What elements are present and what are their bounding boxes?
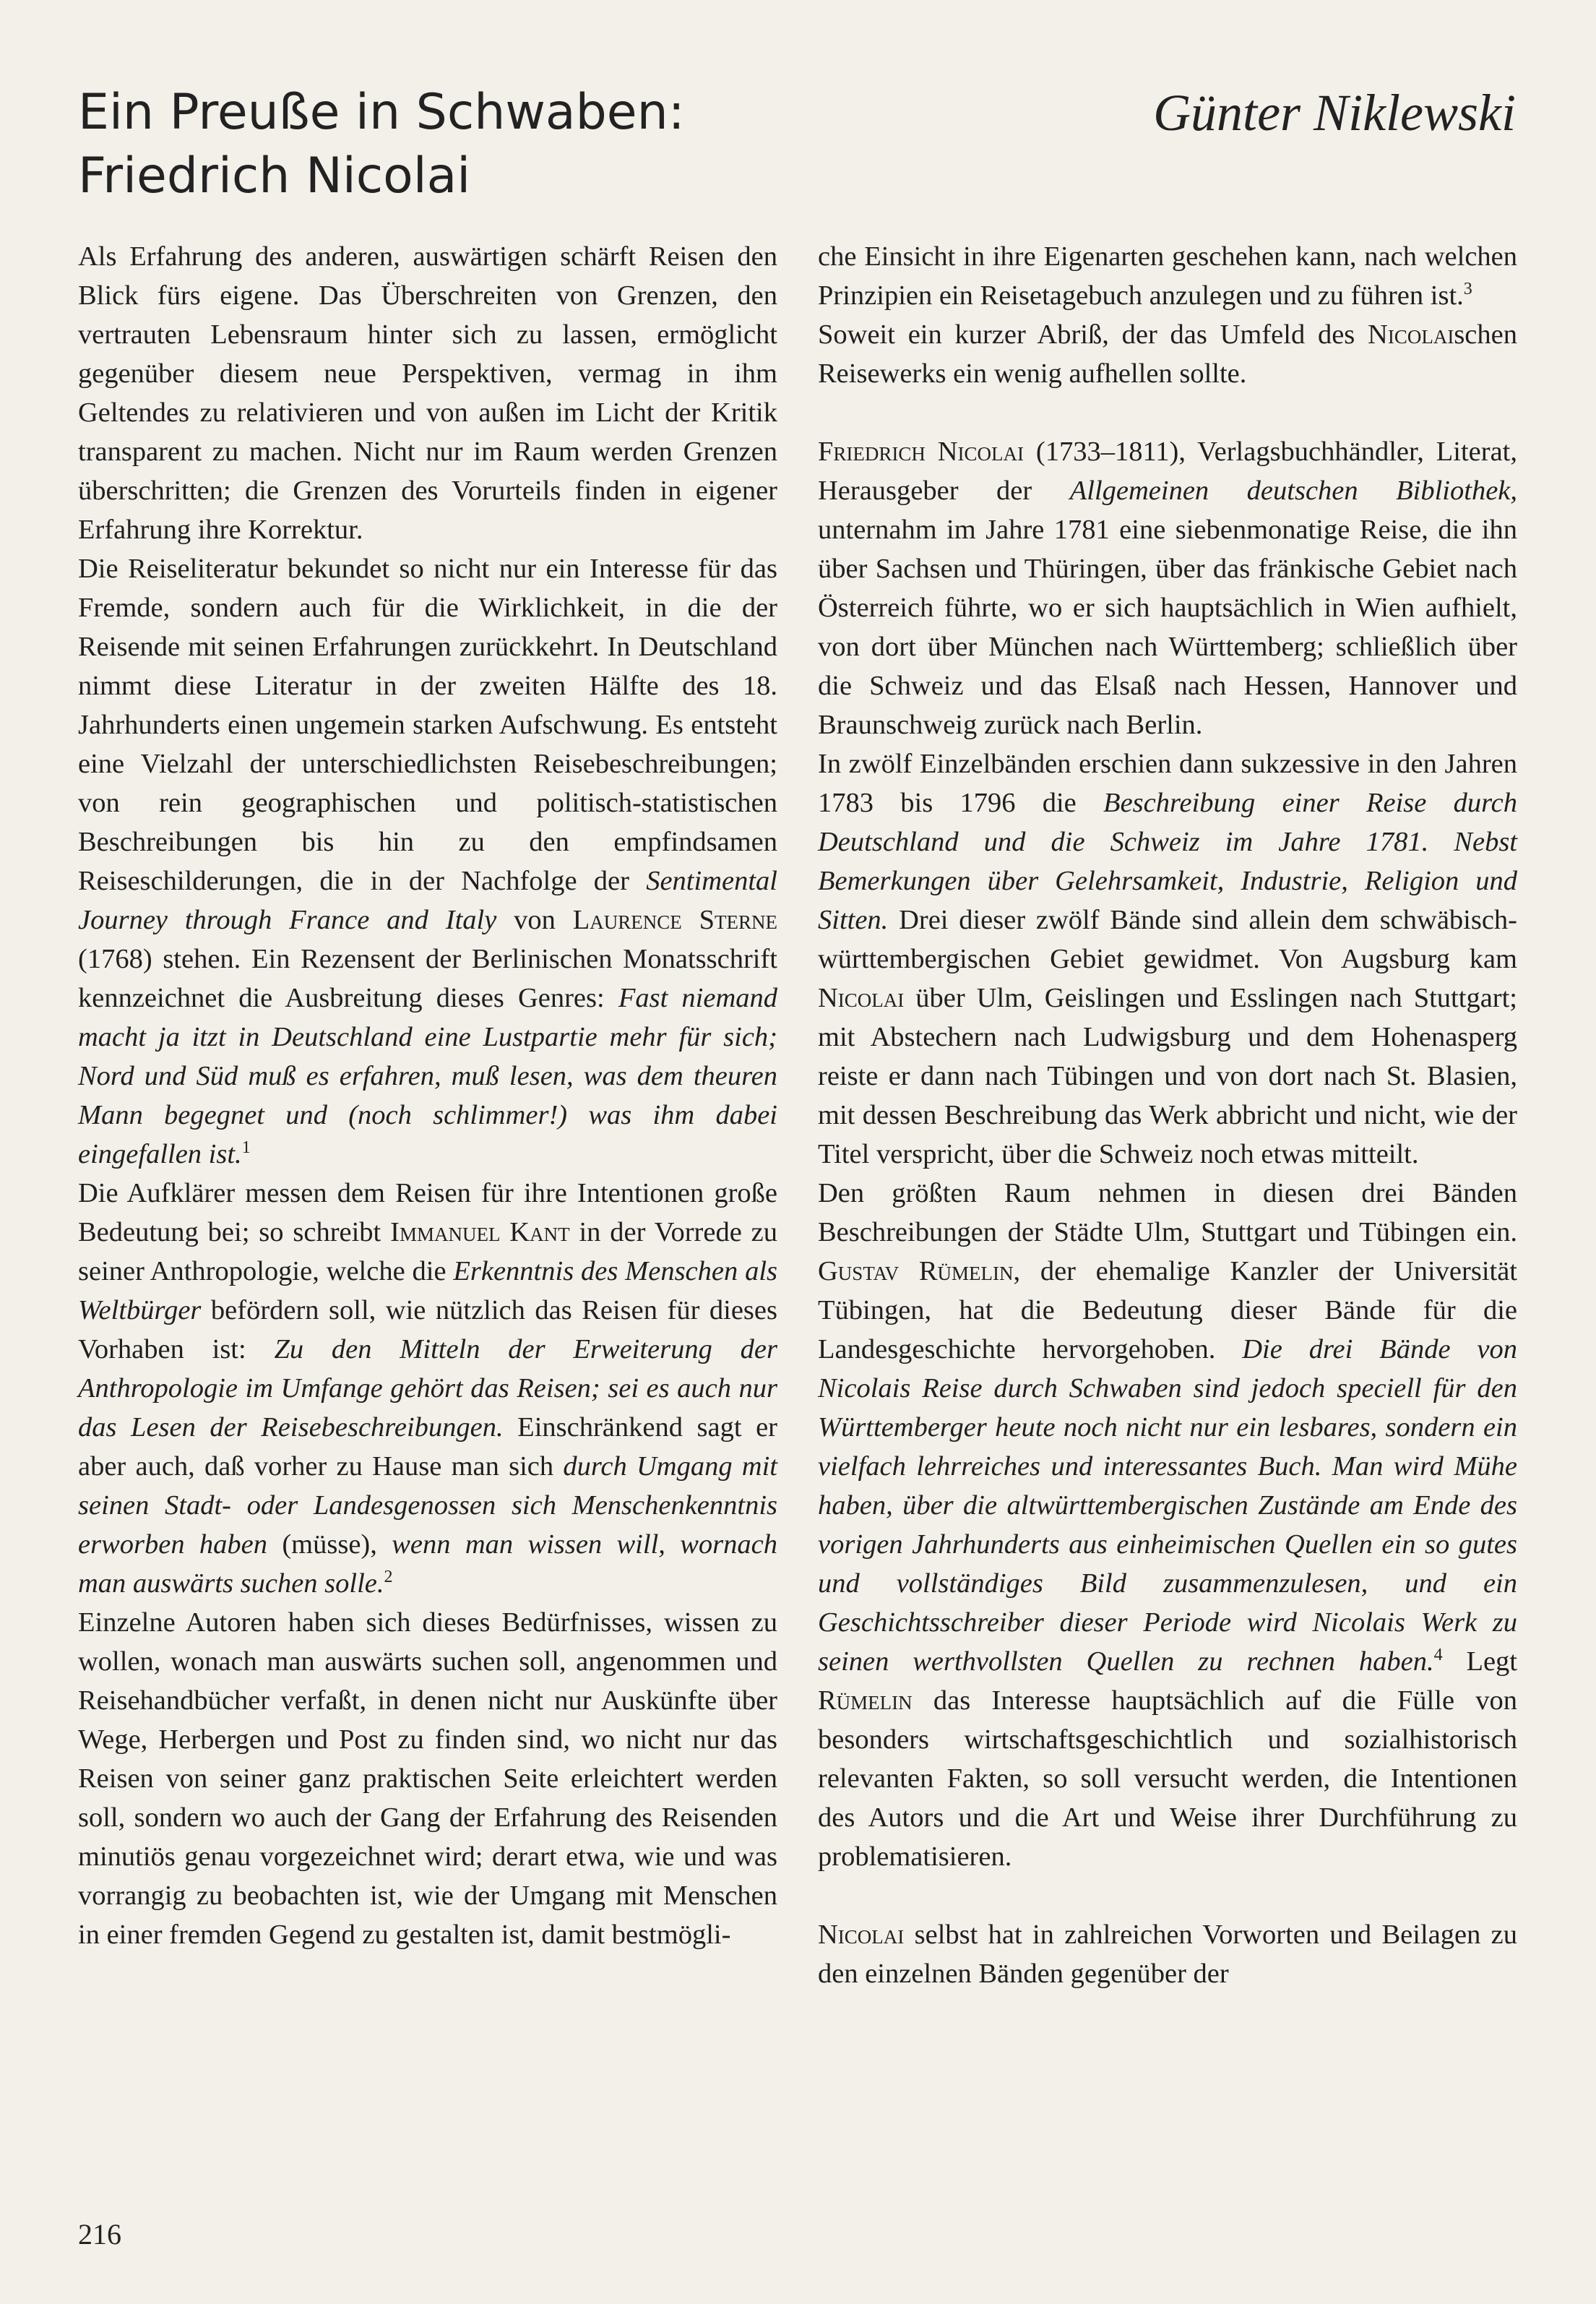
paragraph bbox=[818, 315, 1517, 393]
footnote-marker: 3 bbox=[1463, 280, 1472, 299]
text: (1733–1811), Verlagsbuchhändler, Literat, Herausgeber der bbox=[818, 437, 1517, 506]
text: , der ehemalige Kanzler der Universität Tübingen, hat die Bedeutung dieser Bände für die Landesgeschichte hervorgehoben. bbox=[818, 1256, 1517, 1364]
title-line-2: Friedrich Nicolai bbox=[78, 147, 471, 205]
text: Legt bbox=[1442, 1646, 1517, 1677]
author-name: Laurence Sterne bbox=[572, 905, 777, 935]
author-name: Gustav Rümelin bbox=[818, 1256, 1014, 1286]
text: über Ulm, Geislingen und Esslingen nach Stuttgart; mit Abstechern nach Ludwigsburg und dem Hohenasperg reiste er dann nach Tübingen und von dort nach St. Blasien, mit dessen Beschreibung das Werk abbricht und nicht, wie der Titel verspricht, über die Schweiz noch etwas mitteilt. bbox=[818, 983, 1517, 1169]
author-name: Nicolai bbox=[1368, 319, 1454, 350]
paragraph bbox=[818, 1174, 1517, 1876]
italic-quote: Die drei Bände von Nicolais Reise durch Schwaben sind jedoch speciell für den Württemberger heute noch nicht nur ein lesbares, sondern ein vielfach lehrreiches und interessantes Buch. Man wird Mühe haben, über die altwürttembergischen Zustände am Ende des vorigen Jahrhunderts aus einheimischen Quellen ein so gutes und vollständiges Bild zusammenzulesen, und ein Geschichtsschreiber dieser Periode wird Nicolais Werk zu seinen werthvollsten Quellen zu rechnen haben. bbox=[818, 1334, 1517, 1677]
paragraph bbox=[818, 1915, 1517, 1993]
footnote-marker: 2 bbox=[384, 1568, 393, 1587]
paragraph bbox=[78, 549, 777, 1174]
text: (1768) stehen. Ein Rezensent der Berlinischen Monatsschrift kennzeichnet die Ausbreitung dieses Genres: bbox=[78, 944, 777, 1013]
text: In zwölf Einzelbänden erschien dann sukzessive in den Jahren 1783 bis 1796 die bbox=[818, 749, 1517, 818]
text: che Einsicht in ihre Eigenarten geschehen kann, nach welchen Prinzipien ein Reisetagebuch anzulegen und zu führen ist. bbox=[818, 241, 1517, 311]
text: Die Reiseliteratur bekundet so nicht nur ein Interesse für das Fremde, sondern auch für die Wirklichkeit, in die der Reisende mit seinen Erfahrungen zurückkehrt. In Deutschland nimmt diese Literatur in der zweiten Hälfte des 18. Jahrhunderts einen ungemein starken Aufschwung. Es entsteht eine Vielzahl der unterschiedlichsten Reisebeschreibungen; von rein geographischen und politisch-statistischen Beschreibungen bis hin zu den empfindsamen Reiseschilderungen, die in der Nachfolge der bbox=[78, 554, 777, 896]
paragraph bbox=[818, 744, 1517, 1174]
italic-title: Beschreibung einer Reise durch Deutschland und die Schweiz im Jahre 1781. Nebst Bemerkungen über Gelehrsamkeit, Industrie, Religion und Sitten. bbox=[818, 788, 1517, 935]
title-line-1: Ein Preuße in Schwaben: bbox=[78, 84, 685, 141]
italic-phrase: Erkenntnis des Menschen als Weltbürger bbox=[78, 1256, 777, 1325]
paragraph bbox=[78, 1174, 777, 1603]
italic-quote: durch Umgang mit seinen Stadt- oder Landesgenossen sich Menschenkenntnis erworben haben bbox=[78, 1451, 778, 1560]
footnote-marker: 1 bbox=[241, 1138, 251, 1158]
text: in der Vorrede zu seiner Anthropologie, welche die bbox=[78, 1217, 777, 1286]
italic-quote: Fast niemand macht ja itzt in Deutschland eine Lustpartie mehr für sich; Nord und Süd muß es erfahren, muß lesen, was dem theuren Mann begegnet und (noch schlimmer!) was ihm dabei eingefallen ist. bbox=[78, 983, 777, 1169]
text: schen Reisewerks ein wenig aufhellen sollte. bbox=[818, 319, 1517, 389]
page-number: 216 bbox=[78, 2218, 121, 2251]
right-column bbox=[818, 237, 1517, 1993]
text: Drei dieser zwölf Bände sind allein dem schwäbisch-württembergischen Gebiet gewidmet. Von Augsburg kam bbox=[818, 905, 1517, 974]
text: das Interesse hauptsächlich auf die Fülle von besonders wirtschaftsgeschichtlich und sozialhistorisch relevanten Fakten, so soll versucht werden, die Intentionen des Autors und die Art und Weise ihrer Durchführung zu problematisieren. bbox=[818, 1685, 1517, 1872]
author-name: Nicolai bbox=[818, 983, 905, 1013]
text: selbst hat in zahlreichen Vorworten und Beilagen zu den einzelnen Bänden gegenüber der bbox=[818, 1920, 1517, 1989]
author-name: Friedrich Nicolai bbox=[818, 437, 1025, 467]
author-name: Rümelin bbox=[818, 1685, 913, 1716]
text: Soweit ein kurzer Abriß, der das Umfeld des bbox=[818, 319, 1368, 350]
text: Als Erfahrung des anderen, auswärtigen schärft Reisen den Blick fürs eigene. Das Überschreiten von Grenzen, den vertrauten Lebensraum hinter sich zu lassen, ermöglicht gegenüber diesem neue Perspektiven, vermag in ihm Geltendes zu relativieren und von außen im Licht der Kritik transparent zu machen. Nicht nur im Raum werden Grenzen überschritten; die Grenzen des Vorurteils finden in eigener Erfahrung ihre Korrektur. bbox=[78, 241, 777, 545]
left-column bbox=[78, 237, 777, 1954]
italic-quote: wenn man wissen will, wornach man auswärts suchen solle. bbox=[78, 1529, 777, 1599]
text: befördern soll, wie nützlich das Reisen für dieses Vorhaben ist: bbox=[78, 1295, 777, 1364]
article-header bbox=[78, 81, 1516, 218]
text: Einzelne Autoren haben sich dieses Bedürfnisses, wissen zu wollen, wonach man auswärts suchen soll, angenommen und Reisehandbücher verfaßt, in denen nicht nur Auskünfte über Wege, Herbergen und Post zu finden sind, wo nicht nur das Reisen von seiner ganz praktischen Seite erleichtert werden soll, sondern wo auch der Gang der Erfahrung des Reisenden minutiös genau vorgezeichnet wird; derart etwa, wie und was vorrangig zu beobachten ist, wie der Umgang mit Menschen in einer fremden Gegend zu gestalten ist, damit bestmögli- bbox=[78, 1607, 777, 1950]
paragraph bbox=[78, 237, 777, 549]
text: Die Aufklärer messen dem Reisen für ihre Intentionen große Bedeutung bei; so schreibt bbox=[78, 1178, 777, 1247]
footnote-marker: 4 bbox=[1433, 1646, 1443, 1665]
text: Den größten Raum nehmen in diesen drei Bänden Beschreibungen der Städte Ulm, Stuttgart und Tübingen ein. bbox=[818, 1178, 1517, 1247]
article-author: Günter Niklewski bbox=[1153, 84, 1516, 142]
text: Einschränkend sagt er aber auch, daß vorher zu Hause man sich bbox=[78, 1412, 777, 1482]
italic-title: Sentimental Journey through France and Italy bbox=[78, 866, 777, 935]
author-name: Immanuel Kant bbox=[390, 1217, 570, 1247]
author-name: Nicolai bbox=[818, 1920, 905, 1950]
article-title bbox=[78, 81, 685, 208]
paragraph bbox=[78, 1603, 777, 1954]
text: unternahm im Jahre 1781 eine siebenmonatige Reise, die ihn über Sachsen und Thüringen, über das fränkische Gebiet nach Österreich führte, wo er sich hauptsächlich in Wien aufhielt, von dort über München nach Württemberg; schließlich über die Schweiz und das Elsaß nach Hessen, Hannover und Braunschweig zurück nach Berlin. bbox=[818, 515, 1517, 740]
text: von bbox=[496, 905, 573, 935]
italic-title: Allgemeinen deutschen Bibliothek, bbox=[1069, 476, 1517, 506]
paragraph bbox=[818, 237, 1517, 315]
paragraph bbox=[818, 432, 1517, 744]
text: (müsse), bbox=[267, 1529, 392, 1560]
italic-quote: Zu den Mitteln der Erweiterung der Anthropologie im Umfange gehört das Reisen; sei es auch nur das Lesen der Reisebeschreibungen. bbox=[78, 1334, 777, 1443]
